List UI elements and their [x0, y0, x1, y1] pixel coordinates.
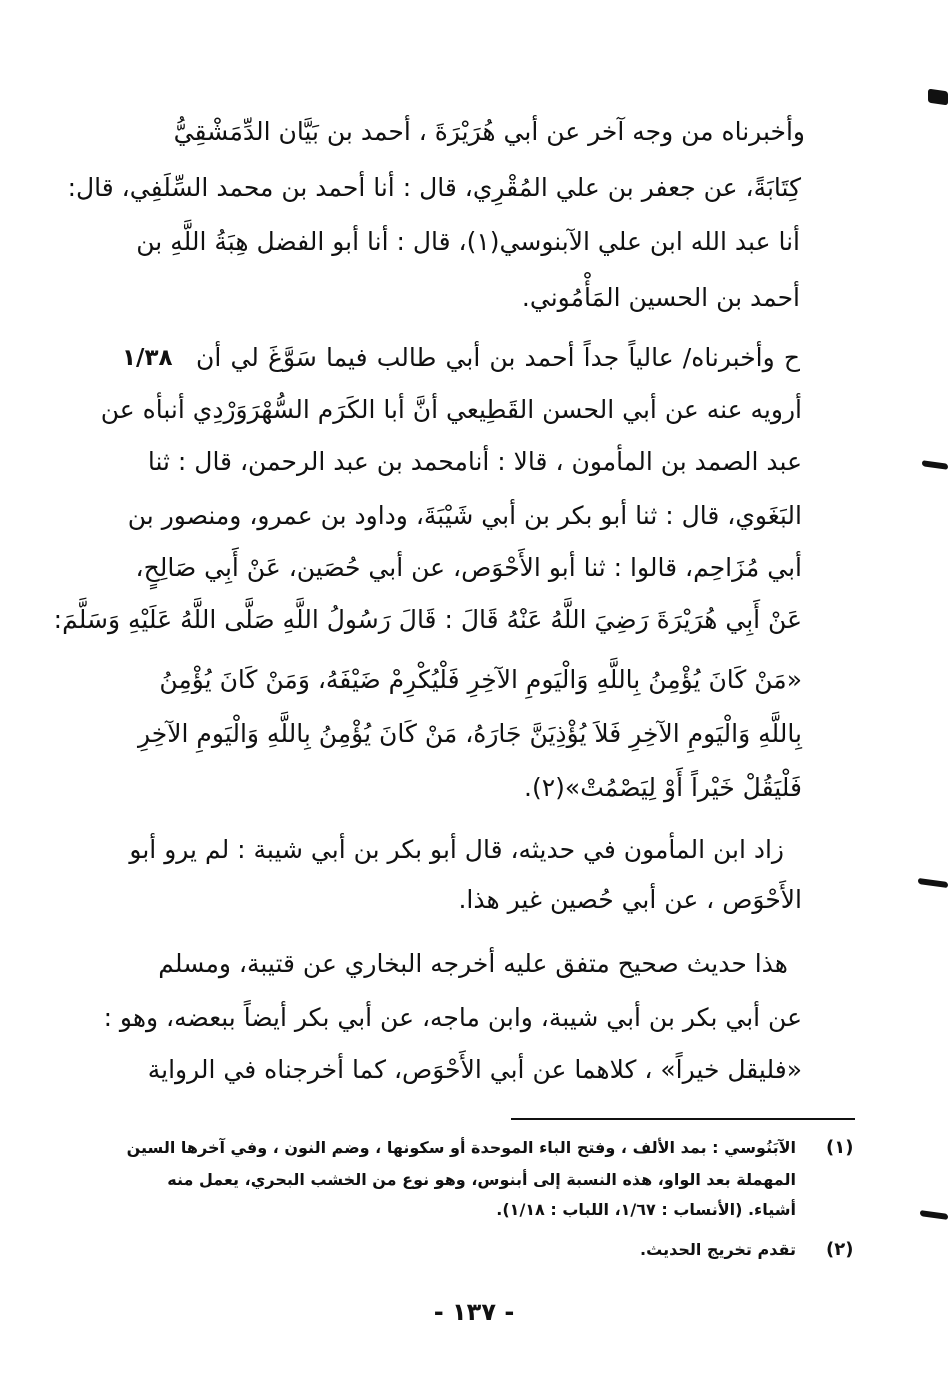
footnote-number: (٢)	[826, 1239, 854, 1260]
footnote-line: تقدم تخريج الحديث.	[640, 1240, 796, 1259]
scan-edge-mark	[918, 878, 948, 888]
text-line: أرويه عنه عن أبي الحسن القَطِيعي أنَّ أبا الكَرَم السُّهْرَوَرْدِي أنبأه عن	[100, 395, 802, 424]
text-line: أنا عبد الله ابن علي الآبنوسي(١)، قال : أنا أبو الفضل هِبَةُ اللَّهِ بن	[136, 227, 800, 256]
footnote-line: الآبَنُوسي : بمد الألف ، وفتح الباء الموحدة أو سكونها ، وضم النون ، وفي آخرها السين	[126, 1138, 796, 1157]
footnote-line: أشياء. (الأنساب : ١/٦٧، اللباب : ١/١٨).	[496, 1200, 796, 1219]
text-line: البَغَوي، قال : ثنا أبو بكر بن أبي شَيْبَةَ، وداود بن عمرو، ومنصور بن	[127, 501, 802, 530]
footnote-separator	[511, 1118, 855, 1120]
scan-edge-mark	[928, 89, 948, 106]
margin-folio-note: ١/٣٨	[122, 345, 173, 371]
text-line: عبد الصمد بن المأمون ، قالا : أنامحمد بن عبد الرحمن، قال : ثنا	[147, 447, 802, 476]
text-line: الأَحْوَص ، عن أبي حُصين غير هذا.	[458, 885, 802, 914]
text-line: ح وأخبرناه/ عالياً جداً أحمد بن أبي طالب فيما سَوَّغَ لي أن	[196, 343, 800, 372]
text-line: كِتَابَةً، عن جعفر بن علي المُقْرِي، قال : أنا أحمد بن محمد السِّلَفِي، قال:	[67, 173, 801, 202]
text-line: «مَنْ كَانَ يُؤْمِنُ بِاللَّهِ وَالْيَومِ الآخِرِ فَلْيُكْرِمْ ضَيْفَهُ، وَمَنْ كَانَ يُؤْمِنُ	[159, 665, 802, 694]
footnote-number: (١)	[826, 1137, 854, 1158]
text-line: أبي مُزَاحِم، قالوا : ثنا أبو الأَحْوَص، عن أبي حُصَين، عَنْ أَبِي صَالِحٍ،	[135, 553, 802, 582]
text-line: فَلْيَقُلْ خَيْراً أَوْ لِيَصْمُتْ»(٢).	[524, 773, 802, 802]
text-line: «فليقل خيراً» ، كلاهما عن أبي الأَحْوَص، كما أخرجناه في الرواية	[147, 1055, 802, 1084]
text-line: بِاللَّهِ وَالْيَومِ الآخِرِ فَلاَ يُؤْذِيَنَّ جَارَهُ، مَنْ كَانَ يُؤْمِنُ بِاللَّهِ وَالْيَومِ الآخِرِ	[138, 719, 802, 748]
text-line: أحمد بن الحسين المَأْمُوني.	[521, 283, 800, 312]
scan-edge-mark	[922, 460, 948, 470]
text-line: عن أبي بكر بن أبي شيبة، وابن ماجه، عن أبي بكر أيضاً ببعضه، وهو :	[103, 1003, 802, 1032]
footnote-line: المهملة بعد الواو، هذه النسبة إلى أبنوس، وهو نوع من الخشب البحري، يعمل منه	[167, 1170, 796, 1189]
text-line: هذا حديث صحيح متفق عليه أخرجه البخاري عن قتيبة، ومسلم	[158, 949, 788, 978]
text-line: زاد ابن المأمون في حديثه، قال أبو بكر بن أبي شيبة : لم يرو أبو	[129, 835, 784, 864]
text-line: وأخبرناه من وجه آخر عن أبي هُرَيْرَةَ ، أحمد بن بَيَّان الدِّمَشْقِيُّ	[173, 117, 805, 146]
page-number: - ١٣٧ -	[433, 1298, 515, 1326]
scan-edge-mark	[920, 1210, 948, 1220]
text-line: عَنْ أَبِي هُرَيْرَةَ رَضِيَ اللَّهُ عَنْهُ قَالَ : قَالَ رَسُولُ اللَّهِ صَلَّى اللَّهُ عَلَيْهِ وَسَلَّمَ:	[53, 605, 802, 634]
